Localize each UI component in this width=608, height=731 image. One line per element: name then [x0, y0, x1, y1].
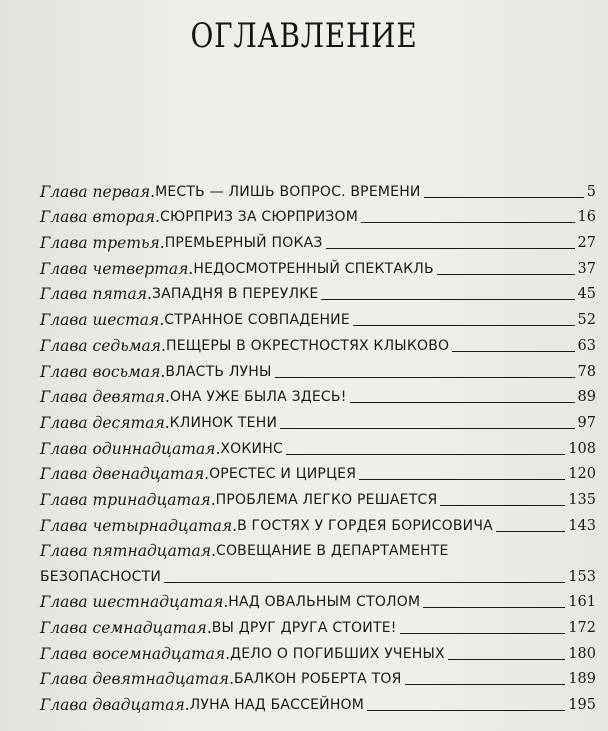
toc-entry: [40, 664, 596, 690]
page-number: 89: [577, 389, 596, 406]
chapter-title-continuation: БЕЗОПАСНОСТИ: [40, 568, 162, 585]
toc-entry: [40, 202, 596, 228]
page-number: 45: [577, 286, 596, 303]
chapter-title: ОРЕСТЕС И ЦИРЦЕЯ: [209, 466, 357, 483]
page-number: 120: [568, 466, 596, 483]
chapter-title: ДЕЛО О ПОГИБШИХ УЧЕНЫХ: [230, 645, 445, 662]
page-number: 16: [577, 209, 596, 226]
page-number: 135: [568, 491, 596, 508]
chapter-title: ЛУНА НАД БАССЕЙНОМ: [189, 697, 365, 714]
dot-leader: [448, 659, 565, 660]
chapter-label: Глава семнадцатая .: [40, 618, 212, 638]
toc-entry: [40, 612, 596, 638]
chapter-title: ЗАПАДНЯ В ПЕРЕУЛКЕ: [151, 286, 319, 303]
chapter-title: НЕДОСМОТРЕННЫЙ СПЕКТАКЛЬ: [193, 260, 434, 277]
dot-leader: [353, 325, 575, 326]
toc-entry: [40, 689, 596, 715]
dot-leader: [452, 351, 574, 352]
toc-entry: [40, 227, 596, 253]
toc-entry: [40, 638, 596, 664]
toc-entry: [40, 433, 596, 459]
chapter-title: ОНА УЖЕ БЫЛА ЗДЕСЬ!: [169, 389, 347, 406]
dot-leader: [164, 582, 565, 583]
toc-entry: [40, 176, 596, 202]
toc-entry: [40, 510, 596, 536]
chapter-label: Глава двадцатая .: [40, 695, 190, 715]
chapter-title: КЛИНОК ТЕНИ: [169, 414, 278, 431]
chapter-label: Глава пятая .: [40, 284, 152, 304]
dot-leader: [423, 607, 565, 608]
page-number: 108: [568, 440, 596, 457]
chapter-title: СЮРПРИЗ ЗА СЮРПРИЗОМ: [159, 209, 359, 226]
chapter-label: Глава тринадцатая .: [40, 490, 216, 510]
page-number: 189: [568, 671, 596, 688]
chapter-title: ПЕЩЕРЫ В ОКРЕСТНОСТЯХ КЛЫКОВО: [165, 337, 450, 354]
chapter-label: Глава вторая .: [40, 207, 160, 227]
chapter-label: Глава пятнадцатая .: [40, 541, 216, 561]
chapter-title: БАЛКОН РОБЕРТА ТОЯ: [234, 671, 402, 688]
dot-leader: [280, 428, 574, 429]
page-number: 153: [568, 568, 596, 585]
dot-leader: [350, 402, 575, 403]
toc-entry: [40, 536, 596, 587]
dot-leader: [496, 531, 565, 532]
page-number: 27: [577, 235, 596, 252]
page-number: 180: [568, 645, 596, 662]
chapter-label: Глава четвертая .: [40, 259, 193, 279]
dot-leader: [367, 710, 565, 711]
chapter-title: МЕСТЬ — ЛИШЬ ВОПРОС. ВРЕМЕНИ: [155, 183, 421, 200]
chapter-title: СТРАННОЕ СОВПАДЕНИЕ: [164, 312, 350, 329]
chapter-label: Глава третья .: [40, 233, 165, 253]
dot-leader: [321, 299, 574, 300]
toc-entry: [40, 587, 596, 613]
chapter-title: НАД ОВАЛЬНЫМ СТОЛОМ: [228, 594, 421, 611]
toc-entry: [40, 279, 596, 305]
dot-leader: [440, 505, 565, 506]
dot-leader: [400, 633, 566, 634]
chapter-title: В ГОСТЯХ У ГОРДЕЯ БОРИСОВИЧА: [237, 517, 493, 534]
dot-leader: [424, 197, 584, 198]
chapter-title: ПРОБЛЕМА ЛЕГКО РЕШАЕТСЯ: [215, 491, 438, 508]
page-title: ОГЛАВЛЕНИЕ: [190, 16, 418, 56]
page-number: 172: [568, 620, 596, 636]
chapter-label: Глава девятая .: [40, 387, 170, 407]
table-of-contents: [40, 176, 596, 715]
page-number: 161: [568, 594, 596, 611]
dot-leader: [361, 222, 575, 223]
chapter-label: Глава шестая .: [40, 310, 164, 330]
chapter-label: Глава восьмая .: [40, 362, 165, 382]
toc-entry: [40, 330, 596, 356]
chapter-label: Глава четырнадцатая .: [40, 516, 237, 536]
chapter-label: Глава одиннадцатая .: [40, 439, 220, 459]
toc-entry: [40, 304, 596, 330]
page-number: 52: [577, 312, 596, 329]
toc-entry: [40, 407, 596, 433]
toc-entry: [40, 484, 596, 510]
page-number: 63: [577, 337, 596, 354]
toc-entry: [40, 459, 596, 485]
chapter-label: Глава восемнадцатая .: [40, 644, 230, 664]
chapter-label: Глава девятнадцатая .: [40, 669, 234, 689]
dot-leader: [359, 479, 565, 480]
chapter-label: Глава десятая .: [40, 413, 170, 433]
toc-entry: [40, 253, 596, 279]
dot-leader: [405, 684, 566, 685]
chapter-label: Глава первая .: [40, 182, 155, 202]
page-number: 97: [577, 414, 596, 431]
dot-leader: [275, 377, 575, 378]
chapter-title: ПРЕМЬЕРНЫЙ ПОКАЗ: [164, 235, 323, 252]
chapter-label: Глава шестнадцатая .: [40, 592, 228, 612]
chapter-label: Глава седьмая .: [40, 336, 166, 356]
page-number: 195: [568, 697, 596, 714]
page-number: 143: [568, 517, 596, 534]
page-number: 37: [577, 260, 596, 277]
chapter-title: ВЛАСТЬ ЛУНЫ: [165, 363, 272, 380]
chapter-title: ХОКИНС: [220, 440, 283, 457]
toc-entry: [40, 356, 596, 382]
chapter-title: ВЫ ДРУГ ДРУГА СТОИТЕ!: [211, 620, 397, 636]
dot-leader: [286, 454, 565, 455]
chapter-label: Глава двенадцатая .: [40, 464, 209, 484]
chapter-title: СОВЕЩАНИЕ В ДЕПАРТАМЕНТЕ: [215, 542, 449, 559]
dot-leader: [437, 274, 575, 275]
page-number: 78: [577, 363, 596, 380]
toc-entry: [40, 382, 596, 408]
page-number: 5: [586, 183, 596, 200]
dot-leader: [326, 248, 575, 249]
